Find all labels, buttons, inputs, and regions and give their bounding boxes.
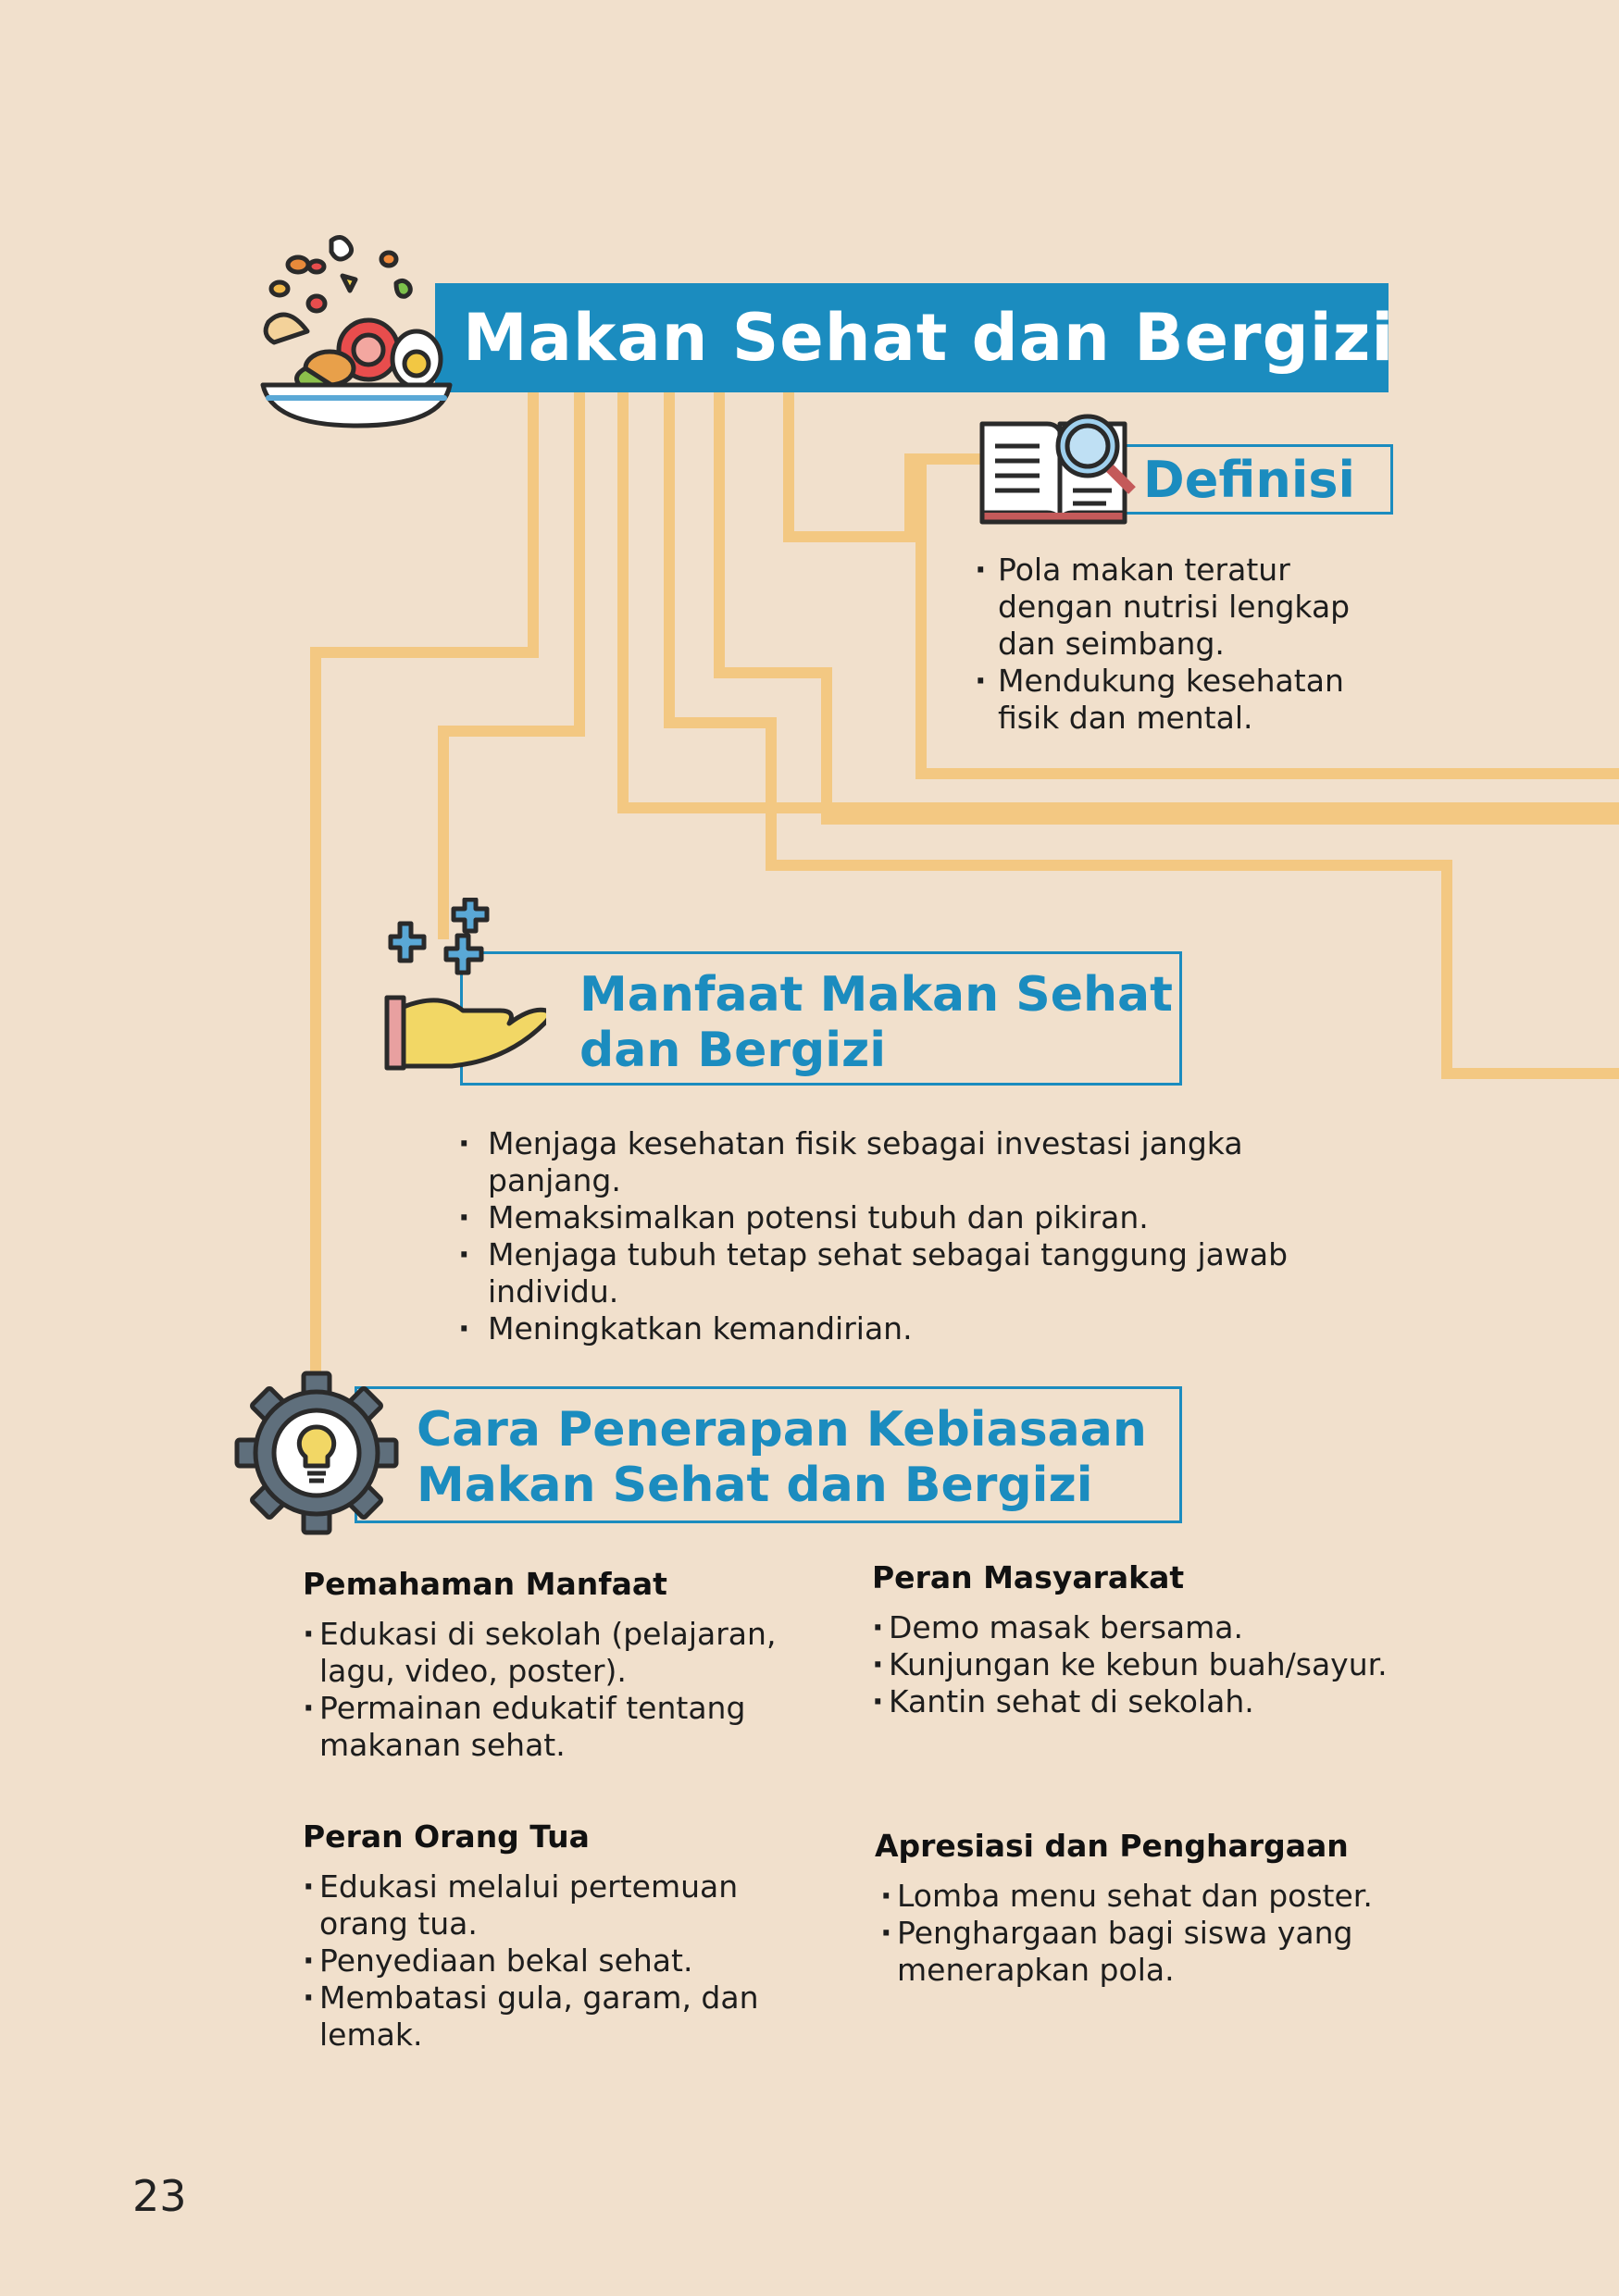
apresiasi-section xyxy=(875,1826,1393,1989)
list-item: · Edukasi di sekolah (pelajaran, lagu, video, poster). xyxy=(303,1616,821,1690)
manfaat-list xyxy=(458,1125,1338,1347)
orang-tua-title: Peran Orang Tua xyxy=(303,1818,590,1855)
peran-orang-tua-section xyxy=(303,1817,821,2054)
cara-title-line-2: Makan Sehat dan Bergizi xyxy=(417,1458,1093,1513)
cara-header xyxy=(355,1386,1182,1523)
list-item: · Mendukung kesehatan fisik dan mental. xyxy=(975,663,1410,737)
food-bowl-icon xyxy=(250,230,463,433)
masyarakat-title: Peran Masyarakat xyxy=(872,1559,1185,1595)
pemahaman-manfaat-section xyxy=(303,1564,821,1764)
list-item: · Penyediaan bekal sehat. xyxy=(303,1942,821,1980)
list-item: · Meningkatkan kemandirian. xyxy=(458,1310,1338,1347)
manfaat-title-line-1: Manfaat Makan Sehat xyxy=(579,967,1173,1023)
page-title: Makan Sehat dan Bergizi xyxy=(463,300,1395,376)
list-item: · Kunjungan ke kebun buah/sayur. xyxy=(872,1646,1390,1683)
page-number: 23 xyxy=(132,2171,187,2221)
list-item: · Kantin sehat di sekolah. xyxy=(872,1683,1390,1720)
cara-title-line-1: Cara Penerapan Kebiasaan xyxy=(417,1402,1147,1458)
definisi-title: Definisi xyxy=(1142,450,1355,509)
list-item: · Permainan edukatif tentang makanan sehat. xyxy=(303,1690,821,1764)
manfaat-title-line-2: dan Bergizi xyxy=(579,1023,887,1078)
list-item: · Membatasi gula, garam, dan lemak. xyxy=(303,1980,821,2054)
open-book-magnifier-icon xyxy=(977,405,1139,530)
list-item: · Penghargaan bagi siswa yang menerapkan pola. xyxy=(880,1915,1393,1989)
list-item: · Memaksimalkan potensi tubuh dan pikiran. xyxy=(458,1199,1338,1236)
definisi-list xyxy=(975,552,1410,737)
peran-masyarakat-section xyxy=(872,1558,1390,1720)
list-item: · Menjaga tubuh tetap sehat sebagai tanggung jawab individu. xyxy=(458,1236,1338,1310)
list-item: · Edukasi melalui pertemuan orang tua. xyxy=(303,1868,821,1942)
apresiasi-title: Apresiasi dan Penghargaan xyxy=(875,1828,1349,1864)
list-item: · Demo masak bersama. xyxy=(872,1609,1390,1646)
pemahaman-title: Pemahaman Manfaat xyxy=(303,1566,667,1602)
gear-lightbulb-icon xyxy=(233,1370,400,1536)
list-item: · Lomba menu sehat dan poster. xyxy=(880,1878,1393,1915)
list-item: · Pola makan teratur dengan nutrisi lengkap dan seimbang. xyxy=(975,552,1410,663)
title-banner xyxy=(435,283,1395,392)
list-item: · Menjaga kesehatan fisik sebagai investasi jangka panjang. xyxy=(458,1125,1338,1199)
manfaat-header xyxy=(460,951,1182,1086)
hand-plus-icon xyxy=(380,898,546,1083)
